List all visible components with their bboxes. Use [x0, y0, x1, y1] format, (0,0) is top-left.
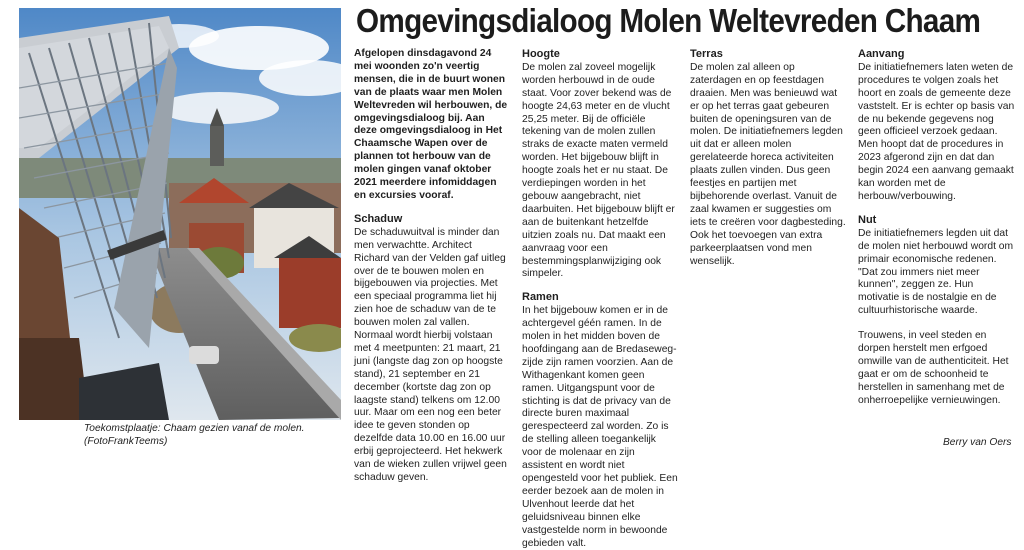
article-lead: Afgelopen dinsdagavond 24 mei woonden zo'n veertig mensen, die in de buurt wonen van de plaats waar men Molen Weltevreden wil herbouwen, de omgevingsdialoog bij. Aan deze omgevingsdialoog in Het Chaamsche Wapen over de plannen tot herbouw van de molen gingen vanaf oktober 2021 meerdere infomiddagen en excursies vooraf. [354, 48, 508, 201]
article-photo [19, 8, 341, 420]
section-heading-nut: Nut [858, 213, 877, 226]
section-body-nut: De initiatiefnemers legden uit dat de molen niet herbouwd wordt om primair economische redenen. "Dat zou immers niet meer kunnen", zeggen ze. Hun motivatie is de nostalgie en de cultuurhistorische waarde. [858, 227, 1014, 317]
article-column-2 [522, 48, 678, 550]
section-body-aanvang: De initiatiefnemers laten weten de procedures te volgen zoals het hoort en zoals de gemeente deze vaststelt. Er is echter op basis van de nu bekende gegevens nog geen officieel verzoek gedaan. Men hoopt dat de procedures in 2023 afgerond zijn en dat dan begin 2024 een aanvang gemaakt kan worden met de herbouw/verbouwing. [858, 61, 1015, 202]
article-title: Omgevingsdialoog Molen Weltevreden Chaam [356, 2, 981, 39]
photo-caption: Toekomstplaatje: Chaam gezien vanaf de molen. (FotoFrankTeems) [84, 423, 305, 447]
section-body-hoogte: De molen zal zoveel mogelijk worden herbouwd in de oude staat. Voor zover bekend was de hoogte 24,63 meter en de vlucht 25,25 meter. Bij de officiële tekening van de molen zullen straks de exacte maten vermeld worden. Het bijgebouw blijft in hoogte zoals het er nu staat. De verdiepingen worden in het gebouw aangebracht, niet daarbuiten. Het bijgebouw blijft er aan de buitenkant hetzelfde uitzien zoals nu. Dat maakt een aanvraag voor een bestemmingsplanwijziging ook simpeler. [522, 61, 675, 280]
section-body-schaduw: De schaduwuitval is minder dan men verwachtte. Architect Richard van der Velden gaf uitleg over de te bouwen molen en bijgebouwen via projecties. Met een speciaal programma liet hij zien hoe de schaduw van de te bouwen molen zal vallen. Normaal wordt hierbij volstaan met 4 meetpunten: 21 maart, 21 juni (langste dag zon op hoogste stand), 21 september en 21 december (kortste dag zon op laagste stand) telkens om 12.00 uur. Maar om een nog een beter idee te geven stonden op dezelfde data 10.00 en 16.00 uur erbij geprojecteerd. Het hekwerk van de wieken zullen vrijwel geen schaduw geven. [354, 226, 507, 483]
section-body-ramen: In het bijgebouw komen er in de achtergevel géén ramen. In de molen in het midden boven de hoofdingang aan de Bredaseweg-zijde zijn ramen voorzien. Aan de Withagenkant komen geen ramen. Uitgangspunt voor de stichting is dat de privacy van de directe buren maximaal gerespecteerd zal worden. Zo is de stelling alleen toegankelijk voor de molenaar en zijn assistent en wordt niet opengesteld voor het publiek. Een eerder bezoek aan de molen in Ulvenhout leerde dat het geluidsniveau binnen elke vastgestelde norm in bewoonde gebieden valt. [522, 305, 678, 549]
section-heading-terras: Terras [690, 48, 723, 60]
section-heading-hoogte: Hoogte [522, 48, 560, 60]
article-column-1 [354, 48, 510, 485]
article-column-4 [858, 48, 1016, 408]
section-closing-paragraph: Trouwens, in veel steden en dorpen herstelt men erfgoed omwille van de authenticiteit. Het gaat er om de schoonheid te herstellen in samenhang met de onherroepelijke vernieuwingen. [858, 330, 1009, 406]
photo-illustration [19, 8, 341, 420]
article-column-3 [690, 48, 846, 268]
section-heading-schaduw: Schaduw [354, 212, 403, 225]
section-heading-ramen: Ramen [522, 291, 559, 304]
section-body-terras: De molen zal alleen op zaterdagen en op feestdagen draaien. Men was benieuwd wat er op het terras gaat gebeuren buiten de openingsuren van de molen. De initiatiefnemers legden uit dat er alleen molen gerelateerde horeca activiteiten plaats zullen vinden. Dus geen feestjes en partijen met bijbehorende overlast. Vanuit de zaal kwamen er suggesties om iets te creëren voor dagbesteding. Ook het toevoegen van extra parkeerplaatsen vond men wenselijk. [690, 61, 846, 267]
article-byline: Berry van Oers [943, 437, 1012, 448]
section-heading-aanvang: Aanvang [858, 48, 905, 60]
